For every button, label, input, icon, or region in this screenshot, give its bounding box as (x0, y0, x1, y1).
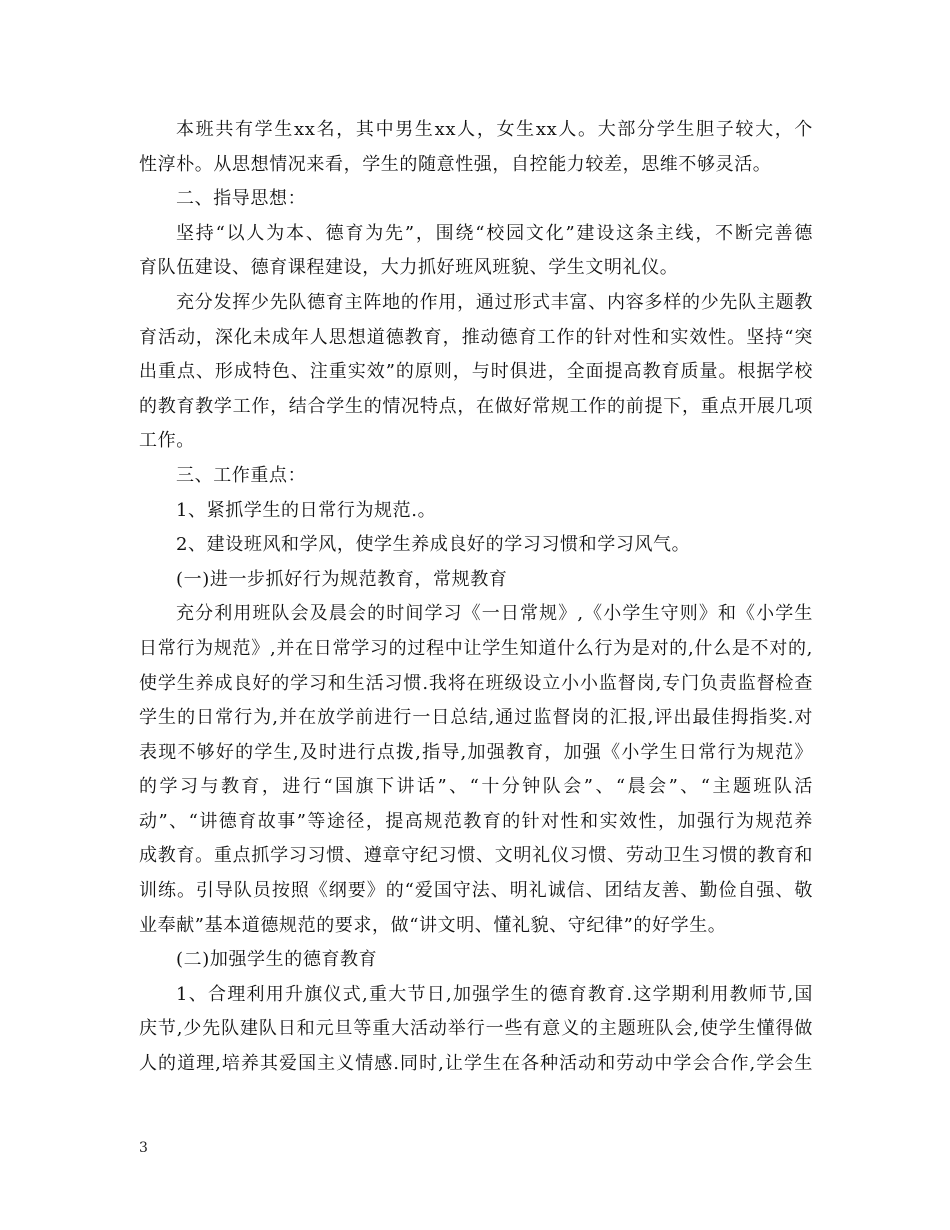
list-item: 1、紧抓学生的日常行为规范.。 (176, 499, 437, 521)
text-line: 性淳朴。从思想情况来看，学生的随意性强，自控能力较差，思维不够灵活。 (139, 153, 772, 175)
text-line: 充分利用班队会及晨会的时间学习《一日常规》,《小学生守则》和《小学生 (176, 603, 813, 625)
subsection-heading: (一)进一步抓好行为规范教育，常规教育 (176, 568, 508, 590)
text-line: 1、合理利用升旗仪式,重大节日,加强学生的德育教育.这学期利用教师节,国 (176, 983, 813, 1005)
text-line: 出重点、形成特色、注重实效”的原则，与时俱进，全面提高教育质量。根据学校 (139, 361, 813, 383)
text-line: 充分发挥少先队德育主阵地的作用，通过形式丰富、内容多样的少先队主题教 (176, 291, 813, 313)
text-line: 日常行为规范》,并在日常学习的过程中让学生知道什么行为是对的,什么是不对的, (139, 637, 813, 659)
text-line: 成教育。重点抓学习习惯、遵章守纪习惯、文明礼仪习惯、劳动卫生习惯的教育和 (139, 845, 813, 867)
text-line: 学生的日常行为,并在放学前进行一日总结,通过监督岗的汇报,评出最佳拇指奖.对 (139, 707, 813, 729)
text-line: 业奉献”基本道德规范的要求，做“讲文明、懂礼貌、守纪律”的好学生。 (139, 914, 727, 936)
text-line: 的教育教学工作，结合学生的情况特点，在做好常规工作的前提下，重点开展几项 (139, 395, 813, 417)
text-line: 工作。 (139, 430, 195, 452)
text-line: 使学生养成良好的学习和生活习惯.我将在班级设立小小监督岗,专门负责监督检查 (139, 672, 813, 694)
document-body (139, 113, 813, 1082)
text-line: 育队伍建设、德育课程建设，大力抓好班风班貌、学生文明礼仪。 (139, 257, 679, 279)
subsection-heading: (二)加强学生的德育教育 (176, 949, 378, 971)
list-item: 2、建设班风和学风，使学生养成良好的学习习惯和学习风气。 (176, 534, 691, 556)
section-heading: 三、工作重点： (176, 464, 307, 486)
text-line: 动”、“讲德育故事”等途径，提高规范教育的针对性和实效性，加强行为规范养 (139, 810, 813, 832)
text-line: 坚持“以人为本、德育为先”，围绕“校园文化”建设这条主线，不断完善德 (176, 222, 813, 244)
text-line: 本班共有学生xx名，其中男生xx人，女生xx人。大部分学生胆子较大，个 (176, 119, 813, 140)
text-line: 表现不够好的学生,及时进行点拨,指导,加强教育，加强《小学生日常行为规范》 (139, 741, 813, 763)
page-number: 3 (139, 1140, 148, 1156)
text-line: 的学习与教育，进行“国旗下讲话”、“十分钟队会”、“晨会”、“主题班队活 (139, 776, 813, 798)
text-line: 庆节,少先队建队日和元旦等重大活动举行一些有意义的主题班队会,使学生懂得做 (139, 1018, 813, 1040)
text-line: 人的道理,培养其爱国主义情感.同时,让学生在各种活动和劳动中学会合作,学会生 (139, 1053, 813, 1075)
section-heading: 二、指导思想： (176, 188, 307, 210)
text-line: 育活动，深化未成年人思想道德教育，推动德育工作的针对性和实效性。坚持“突 (139, 326, 813, 348)
text-line: 训练。引导队员按照《纲要》的“爱国守法、明礼诚信、团结友善、勤俭自强、敬 (139, 880, 813, 902)
